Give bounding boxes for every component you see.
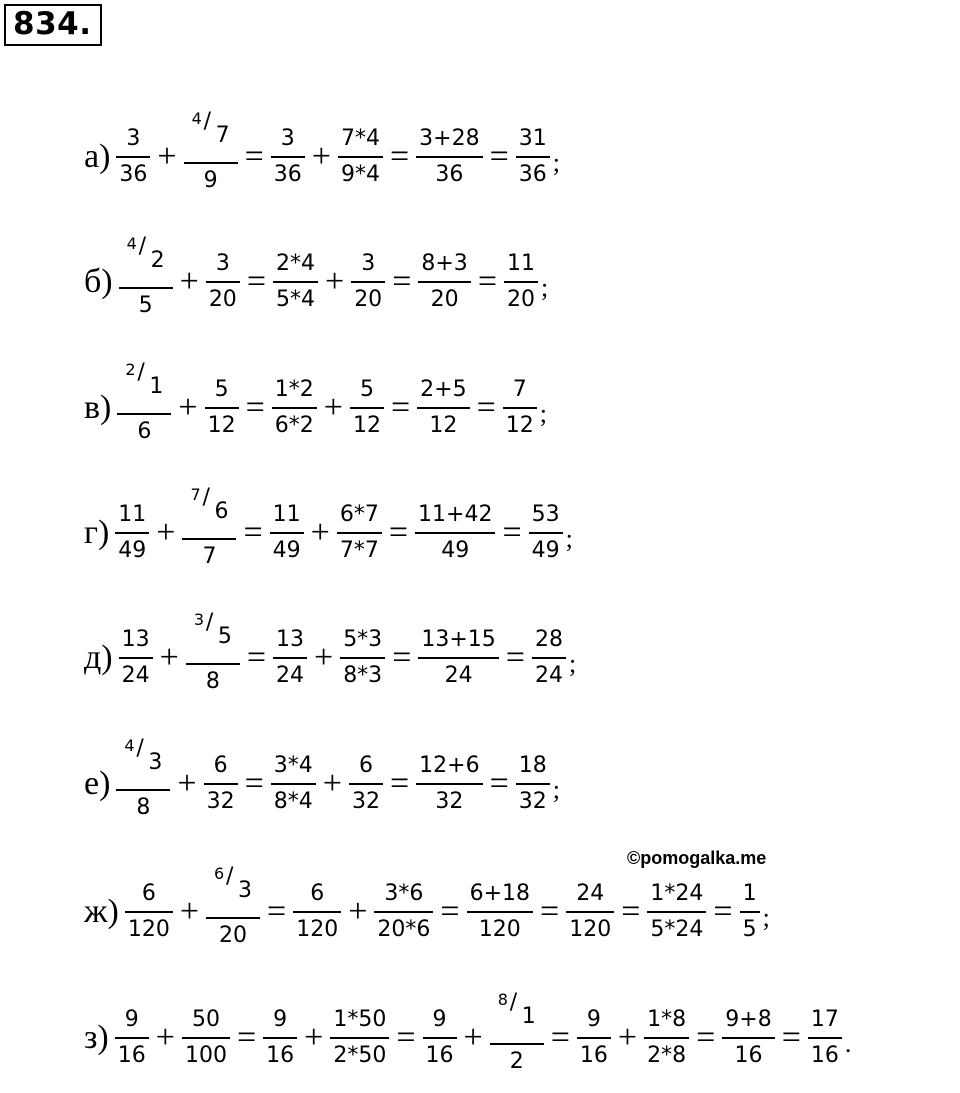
operator: = xyxy=(440,893,460,930)
denominator: 20*6 xyxy=(377,917,431,942)
denominator: 32 xyxy=(206,789,235,814)
denominator: 100 xyxy=(184,1043,227,1068)
numerator: 13+15 xyxy=(421,627,496,652)
operator: + xyxy=(159,639,179,676)
nested-denominator: 1 xyxy=(149,373,164,399)
denominator: 16 xyxy=(810,1043,839,1068)
fraction xyxy=(647,877,706,947)
numerator: 8+3 xyxy=(421,251,468,276)
denominator: 32 xyxy=(518,789,547,814)
operator: = xyxy=(390,389,411,426)
numerator: 5 xyxy=(359,377,374,402)
fraction xyxy=(740,877,760,947)
line-end-punctuation: ; xyxy=(568,649,577,678)
denominator: 49 xyxy=(531,538,560,563)
numerator: 3 xyxy=(215,251,230,276)
denominator: 36 xyxy=(273,162,302,187)
operator: = xyxy=(396,1019,416,1056)
fraction-slash: / xyxy=(509,989,518,1015)
denominator: 9 xyxy=(203,167,218,193)
operator: = xyxy=(696,1019,716,1056)
numerator: 11+42 xyxy=(418,502,493,527)
fraction xyxy=(467,877,533,947)
denominator: 49 xyxy=(441,538,470,563)
denominator: 20 xyxy=(507,287,535,312)
equation-row xyxy=(84,478,573,588)
numerator: 13 xyxy=(121,627,150,652)
nested-numerator: 6 xyxy=(214,863,225,883)
equation-row xyxy=(84,603,576,713)
operator: = xyxy=(489,765,509,802)
numerator xyxy=(184,108,238,162)
operator: + xyxy=(156,514,176,551)
fraction xyxy=(263,1003,297,1073)
operator: + xyxy=(310,514,330,551)
fraction xyxy=(416,122,482,192)
operator: = xyxy=(540,893,560,930)
operator: = xyxy=(505,639,525,676)
operator: + xyxy=(323,389,343,426)
nested-fraction xyxy=(185,484,233,527)
numerator: 13 xyxy=(276,627,304,652)
numerator: 9+8 xyxy=(725,1007,772,1032)
fraction xyxy=(206,247,240,317)
fraction xyxy=(529,498,563,568)
numerator: 31 xyxy=(518,126,547,151)
denominator: 5 xyxy=(138,292,153,318)
denominator: 16 xyxy=(425,1043,454,1068)
nested-fraction xyxy=(493,989,541,1032)
fraction xyxy=(115,498,149,568)
equation-row xyxy=(84,353,547,463)
denominator: 2*50 xyxy=(333,1043,387,1068)
numerator: 9 xyxy=(432,1007,447,1032)
fraction xyxy=(503,373,537,443)
nested-denominator: 7 xyxy=(215,122,230,148)
fraction-slash: / xyxy=(205,609,214,635)
nested-fraction xyxy=(120,359,168,402)
nested-denominator: 5 xyxy=(217,623,232,649)
nested-numerator: 4 xyxy=(191,108,202,128)
numerator: 17 xyxy=(810,1007,839,1032)
fraction xyxy=(532,623,566,693)
numerator: 1*50 xyxy=(333,1007,387,1032)
numerator: 1*8 xyxy=(647,1007,687,1032)
denominator: 7 xyxy=(202,543,217,569)
fraction xyxy=(338,122,383,192)
numerator: 11 xyxy=(507,251,535,276)
fraction xyxy=(423,1003,457,1073)
numerator: 9 xyxy=(586,1007,601,1032)
denominator: 16 xyxy=(266,1043,295,1068)
nested-denominator: 6 xyxy=(214,498,229,524)
line-end-punctuation: . xyxy=(844,1029,852,1058)
denominator: 8 xyxy=(136,794,151,820)
fraction xyxy=(504,247,538,317)
denominator: 16 xyxy=(734,1043,763,1068)
fraction xyxy=(417,373,469,443)
fraction xyxy=(644,1003,689,1073)
numerator xyxy=(119,233,173,287)
numerator: 24 xyxy=(576,881,605,906)
numerator: 9 xyxy=(124,1007,139,1032)
operator: = xyxy=(489,138,509,175)
fraction xyxy=(415,498,495,568)
denominator: 20 xyxy=(219,922,248,948)
fraction xyxy=(182,1003,230,1073)
fraction-slash: / xyxy=(137,359,145,385)
denominator: 49 xyxy=(272,538,301,563)
numerator: 1 xyxy=(742,881,757,906)
fraction xyxy=(374,877,433,947)
numerator xyxy=(117,359,171,413)
item-label: а) xyxy=(84,138,111,175)
fraction xyxy=(349,749,383,819)
fraction xyxy=(184,108,238,198)
numerator: 3*6 xyxy=(384,881,424,906)
fraction-slash: / xyxy=(202,484,210,510)
denominator: 120 xyxy=(127,917,170,942)
operator: = xyxy=(392,639,412,676)
denominator: 20 xyxy=(208,287,237,312)
item-label: б) xyxy=(84,263,113,300)
fraction xyxy=(115,1003,149,1073)
fraction xyxy=(566,877,614,947)
operator: = xyxy=(244,138,264,175)
fraction-slash: / xyxy=(226,863,234,889)
numerator: 7 xyxy=(512,377,527,402)
item-label: д) xyxy=(84,639,113,676)
operator: = xyxy=(389,765,410,802)
numerator: 11 xyxy=(118,502,147,527)
watermark: ©pomogalka.me xyxy=(627,848,767,868)
numerator: 53 xyxy=(531,502,560,527)
equation-row xyxy=(84,102,560,212)
fraction xyxy=(340,623,385,693)
fraction xyxy=(330,1003,389,1073)
nested-numerator: 4 xyxy=(126,233,137,253)
operator: = xyxy=(246,639,266,676)
item-label: з) xyxy=(84,1019,109,1056)
denominator: 5*4 xyxy=(276,287,315,312)
numerator: 12+6 xyxy=(419,753,480,778)
denominator: 7*7 xyxy=(339,538,379,563)
denominator: 24 xyxy=(121,663,150,688)
denominator: 2 xyxy=(509,1048,524,1074)
fraction xyxy=(722,1003,774,1073)
numerator xyxy=(186,609,240,663)
nested-numerator: 2 xyxy=(125,359,136,379)
numerator: 1*2 xyxy=(274,377,314,402)
nested-numerator: 8 xyxy=(497,989,508,1009)
operator: = xyxy=(502,514,522,551)
operator: = xyxy=(245,389,265,426)
fraction xyxy=(271,749,316,819)
numerator: 6 xyxy=(141,881,156,906)
fraction xyxy=(270,498,304,568)
operator: = xyxy=(392,263,412,300)
item-label: е) xyxy=(84,765,111,802)
denominator: 12 xyxy=(207,413,236,438)
numerator: 50 xyxy=(191,1007,220,1032)
line-end-punctuation: ; xyxy=(552,775,561,804)
operator: + xyxy=(617,1019,638,1056)
nested-denominator: 1 xyxy=(521,1003,536,1029)
nested-fraction xyxy=(122,233,170,276)
numerator: 1*24 xyxy=(650,881,704,906)
fraction xyxy=(116,122,150,192)
denominator: 20 xyxy=(430,287,459,312)
denominator: 6 xyxy=(137,418,152,444)
fraction xyxy=(204,749,238,819)
fraction xyxy=(116,735,170,825)
fraction xyxy=(117,359,171,449)
fraction xyxy=(577,1003,611,1073)
denominator: 20 xyxy=(354,287,383,312)
numerator: 2+5 xyxy=(420,377,467,402)
denominator: 16 xyxy=(117,1043,146,1068)
numerator: 9 xyxy=(273,1007,288,1032)
operator: = xyxy=(713,893,733,930)
operator: + xyxy=(178,389,198,426)
fraction xyxy=(272,373,317,443)
fraction xyxy=(337,498,382,568)
fraction-slash: / xyxy=(203,108,212,134)
denominator: 2*8 xyxy=(647,1043,687,1068)
nested-numerator: 4 xyxy=(124,735,135,755)
operator: = xyxy=(781,1019,801,1056)
numerator: 5*3 xyxy=(343,627,383,652)
nested-numerator: 3 xyxy=(193,609,204,629)
nested-fraction xyxy=(189,609,237,652)
operator: + xyxy=(179,893,200,930)
operator: = xyxy=(243,514,263,551)
denominator: 36 xyxy=(435,162,464,187)
fraction xyxy=(808,1003,842,1073)
fraction xyxy=(182,484,236,574)
operator: = xyxy=(621,893,641,930)
equation-row xyxy=(84,857,770,967)
fraction xyxy=(350,373,384,443)
numerator: 3 xyxy=(361,251,376,276)
item-label: в) xyxy=(84,389,112,426)
equation-row xyxy=(84,983,851,1093)
operator: + xyxy=(179,263,199,300)
operator: + xyxy=(314,639,334,676)
fraction xyxy=(416,749,482,819)
numerator: 5 xyxy=(214,377,229,402)
numerator: 6+18 xyxy=(469,881,531,906)
nested-fraction xyxy=(209,863,257,906)
numerator: 3 xyxy=(126,126,141,151)
fraction xyxy=(273,623,307,693)
line-end-punctuation: ; xyxy=(565,524,573,553)
fraction xyxy=(186,609,240,699)
denominator: 32 xyxy=(351,789,380,814)
item-label: г) xyxy=(84,514,110,551)
fraction xyxy=(119,623,153,693)
numerator: 6 xyxy=(310,881,325,906)
numerator: 3 xyxy=(280,126,295,151)
numerator: 28 xyxy=(534,627,563,652)
operator: + xyxy=(325,263,345,300)
denominator: 12 xyxy=(505,413,534,438)
numerator xyxy=(490,989,544,1043)
fraction xyxy=(206,863,260,953)
fraction xyxy=(293,877,341,947)
denominator: 120 xyxy=(569,917,612,942)
operator: + xyxy=(322,765,342,802)
operator: = xyxy=(476,389,496,426)
denominator: 120 xyxy=(296,917,339,942)
operator: = xyxy=(389,138,410,175)
denominator: 24 xyxy=(276,663,304,688)
equation-row xyxy=(84,227,548,337)
line-end-punctuation: ; xyxy=(552,148,561,177)
operator: = xyxy=(550,1019,570,1056)
denominator: 120 xyxy=(478,917,521,942)
denominator: 12 xyxy=(352,413,381,438)
operator: = xyxy=(244,765,264,802)
operator: = xyxy=(477,263,497,300)
nested-denominator: 3 xyxy=(238,877,253,903)
denominator: 12 xyxy=(429,413,458,438)
numerator: 6 xyxy=(213,753,228,778)
line-end-punctuation: ; xyxy=(762,903,770,932)
denominator: 36 xyxy=(119,162,148,187)
fraction xyxy=(418,247,470,317)
denominator: 32 xyxy=(435,789,464,814)
denominator: 24 xyxy=(444,663,473,688)
operator: + xyxy=(311,138,331,175)
nested-fraction xyxy=(119,735,167,778)
fraction xyxy=(119,233,173,323)
operator: = xyxy=(388,514,409,551)
numerator: 3+28 xyxy=(419,126,480,151)
numerator: 6 xyxy=(358,753,373,778)
fraction-slash: / xyxy=(138,233,147,259)
nested-denominator: 3 xyxy=(148,749,163,775)
operator: + xyxy=(177,765,197,802)
numerator xyxy=(116,735,170,789)
numerator: 18 xyxy=(518,753,547,778)
fraction xyxy=(490,989,544,1079)
denominator: 6*2 xyxy=(274,413,314,438)
fraction xyxy=(205,373,239,443)
fraction xyxy=(273,247,318,317)
fraction xyxy=(125,877,173,947)
denominator: 24 xyxy=(534,663,563,688)
nested-denominator: 2 xyxy=(150,247,165,273)
denominator: 5 xyxy=(742,917,757,942)
operator: + xyxy=(155,1019,175,1056)
numerator xyxy=(182,484,236,538)
denominator: 5*24 xyxy=(650,917,704,942)
fraction xyxy=(516,749,550,819)
denominator: 49 xyxy=(118,538,147,563)
denominator: 16 xyxy=(579,1043,608,1068)
numerator: 7*4 xyxy=(340,126,380,151)
operator: + xyxy=(463,1019,483,1056)
denominator: 9*4 xyxy=(340,162,380,187)
operator: + xyxy=(304,1019,324,1056)
nested-numerator: 7 xyxy=(190,484,201,504)
fraction-slash: / xyxy=(136,735,144,761)
fraction xyxy=(351,247,385,317)
operator: + xyxy=(157,138,177,175)
problem-number: 834. xyxy=(4,4,102,46)
line-end-punctuation: ; xyxy=(539,399,547,428)
item-label: ж) xyxy=(84,893,119,930)
line-end-punctuation: ; xyxy=(541,273,549,302)
denominator: 8*3 xyxy=(343,663,383,688)
denominator: 8*4 xyxy=(273,789,313,814)
numerator: 3*4 xyxy=(273,753,313,778)
fraction xyxy=(271,122,305,192)
operator: = xyxy=(267,893,287,930)
numerator: 6*7 xyxy=(339,502,379,527)
denominator: 36 xyxy=(518,162,547,187)
fraction xyxy=(418,623,498,693)
numerator: 2*4 xyxy=(276,251,315,276)
numerator: 11 xyxy=(272,502,301,527)
numerator xyxy=(206,863,260,917)
operator: = xyxy=(246,263,266,300)
nested-fraction xyxy=(187,108,235,151)
denominator: 8 xyxy=(205,668,220,694)
fraction xyxy=(516,122,550,192)
equation-row xyxy=(84,729,560,839)
operator: + xyxy=(348,893,368,930)
operator: = xyxy=(236,1019,257,1056)
